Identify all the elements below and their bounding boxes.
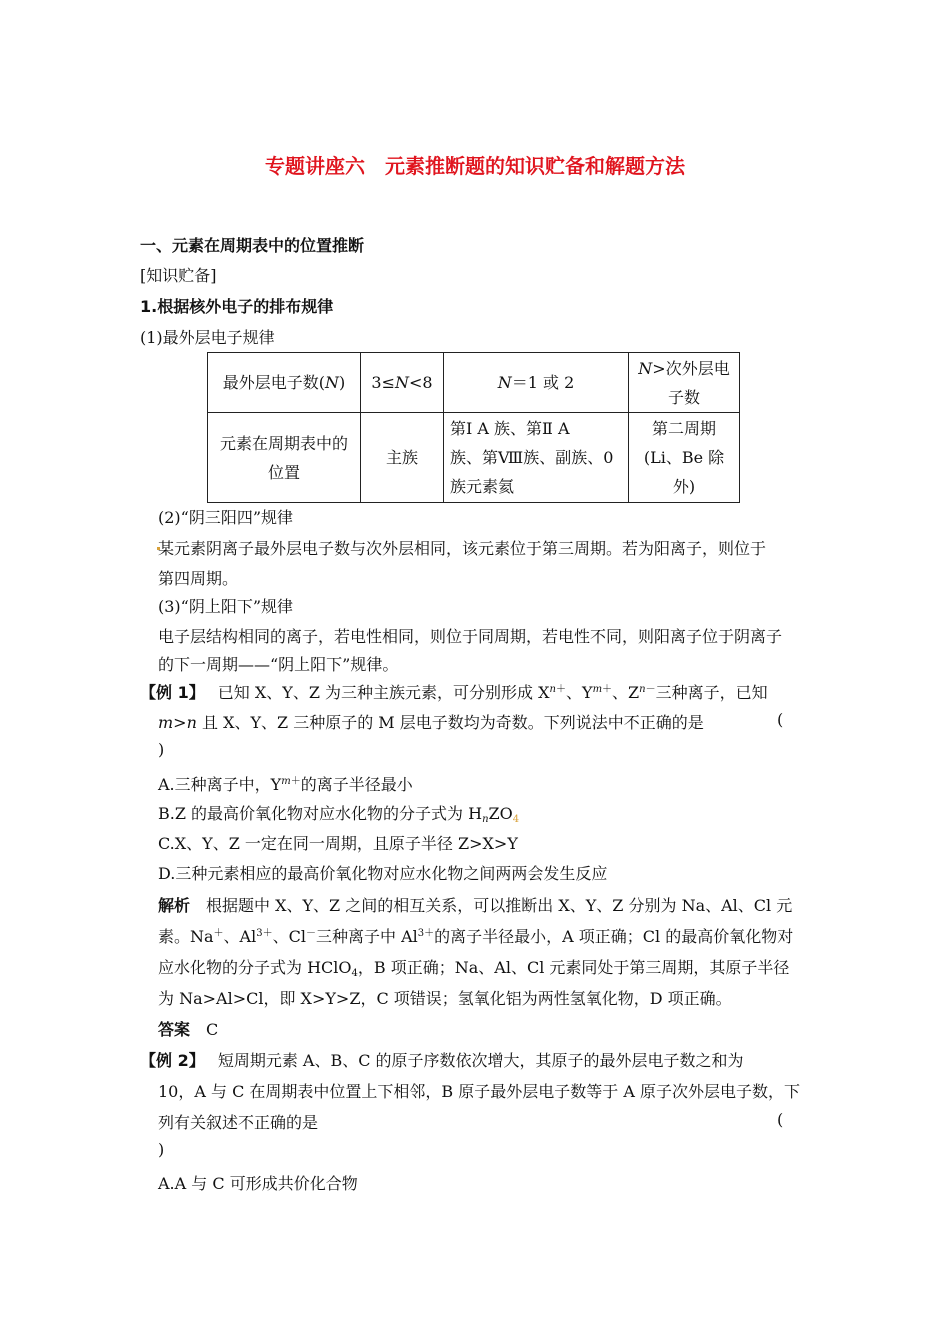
analysis-label: 解析 [158, 896, 191, 915]
table-cell: 第Ⅰ A 族、第Ⅱ A 族、第Ⅷ族、副族、0 族元素氦 [444, 413, 629, 503]
analysis-line: 解析 根据题中 X、Y、Z 之间的相互关系，可以推断出 X、Y、Z 分别为 Na、Al、Cl 元 [158, 896, 793, 915]
example2-stem: 列有关叙述不正确的是 [158, 1113, 319, 1132]
table-row-label: 元素在周期表中的 位置 [208, 413, 361, 503]
option-a: A.三种离子中，$Y^{m+}$的离子半径最小 [158, 775, 413, 794]
analysis-line: 素。Na＋、$Al^{3+}$、Cl－三种离子中 $Al^{3+}$的离子半径最小，A 项正确；Cl 的最高价氧化物对 [158, 927, 794, 946]
rule3-text: 电子层结构相同的离子，若电性相同，则位于同周期，若电性不同，则阳离子位于阴离子 [158, 627, 783, 646]
option-c: C.X、Y、Z 一定在同一周期，且原子半径 Z>X>Y [158, 834, 518, 853]
knowledge-label: [知识贮备] [140, 266, 217, 285]
rule2-text: 某元素阴离子最外层电子数与次外层相同，该元素位于第三周期。若为阳离子，则位于 [158, 539, 767, 558]
option-a: A.A 与 C 可形成共价化合物 [158, 1174, 358, 1193]
table-cell: 第二周期 (Li、Be 除 外) [629, 413, 740, 503]
analysis-line: 应水化物的分子式为 HClO$_4$，B 项正确；Na、Al、Cl 元素同处于第三周期，其原子半径 [158, 958, 790, 979]
table-header-cell: N>次外层电 子数 [629, 353, 740, 413]
rule3-title: (3)“阴上阳下”规律 [158, 597, 294, 616]
answer-paren: ( [777, 710, 784, 729]
rule3-text: 的下一周期——“阴上阳下”规律。 [158, 655, 399, 674]
example1-label: 【例 1】 [140, 683, 197, 702]
answer-line [158, 1017, 218, 1040]
example1-stem: 【例 1】 已知 X、Y、Z 为三种主族元素，可分别形成 $X^{n+}$、$Y^{m+}$、$Z^{n-}$三种离子，已知 [140, 683, 768, 702]
answer-paren: ) [158, 740, 165, 759]
page-title: 专题讲座六 元素推断题的知识贮备和解题方法 [265, 154, 685, 178]
option-b: B.Z 的最高价氧化物对应水化物的分子式为 $H_nZO_4$ [158, 804, 520, 825]
answer-paren: ) [158, 1140, 165, 1159]
rules-table [207, 352, 740, 503]
table-header-cell: 3≤N<8 [361, 353, 444, 413]
table-cell: 主族 [361, 413, 444, 503]
rule2-text: 第四周期。 [158, 569, 239, 588]
answer-label: 答案 [158, 1020, 191, 1039]
table-header-cell: N＝1 或 2 [444, 353, 629, 413]
analysis-line: 为 Na>Al>Cl，即 X>Y>Z，C 项错误；氢氧化铝为两性氢氧化物，D 项正确。 [158, 989, 732, 1008]
example2-stem: 【例 2】 短周期元素 A、B、C 的原子序数依次增大，其原子的最外层电子数之和为 [140, 1051, 744, 1070]
rule2-title: (2)“阴三阳四”规律 [158, 508, 294, 527]
option-d: D.三种元素相应的最高价氧化物对应水化物之间两两会发生反应 [158, 864, 608, 883]
subheading-1: 1.根据核外电子的排布规律 [140, 297, 334, 316]
answer-paren: ( [777, 1110, 784, 1129]
subheading-1-1: (1)最外层电子规律 [140, 328, 275, 347]
answer-value: C [206, 1020, 219, 1039]
example2-label: 【例 2】 [140, 1051, 197, 1070]
table-header-cell: 最外层电子数(N) [208, 353, 361, 413]
example1-stem: m>n 且 X、Y、Z 三种原子的 M 层电子数均为奇数。下列说法中不正确的是 [158, 713, 704, 732]
example2-stem: 10，A 与 C 在周期表中位置上下相邻，B 原子最外层电子数等于 A 原子次外层电子数，下 [158, 1082, 800, 1101]
section-heading: 一、元素在周期表中的位置推断 [140, 236, 365, 255]
